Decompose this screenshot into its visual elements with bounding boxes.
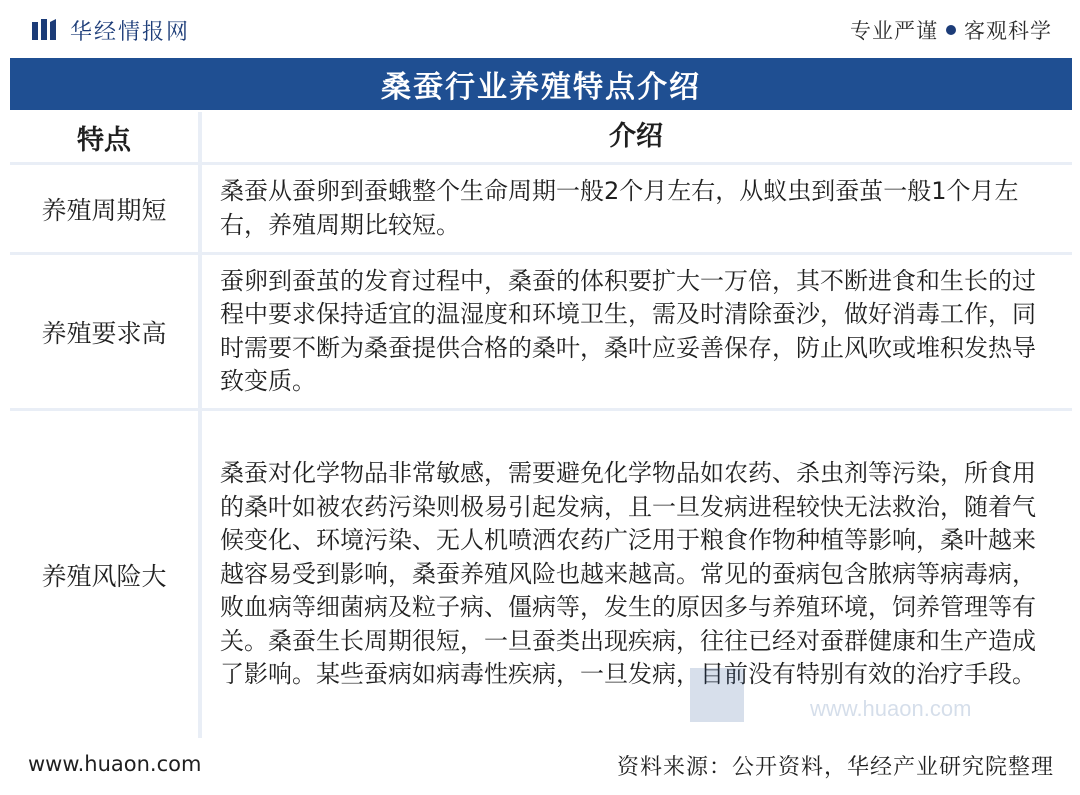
row-description: 桑蚕从蚕卵到蚕蛾整个生命周期一般2个月左右，从蚁虫到蚕茧一般1个月左右，养殖周期比较短。 — [202, 165, 1072, 252]
footer-source: 资料来源：公开资料，华经产业研究院整理 — [616, 755, 1054, 780]
dot-separator-icon — [946, 25, 956, 35]
column-header-description: 介绍 — [202, 112, 1072, 162]
column-header-feature: 特点 — [10, 112, 198, 162]
row-feature: 养殖要求高 — [10, 255, 198, 408]
row-description: 蚕卵到蚕茧的发育过程中，桑蚕的体积要扩大一万倍，其不断进食和生长的过程中要求保持适宜的温湿度和环境卫生，需及时清除蚕沙，做好消毒工作，同时需要不断为桑蚕提供合格的桑叶，桑叶应妥善保存，防止风吹或堆积发热导致变质。 — [202, 255, 1072, 408]
table-row — [10, 255, 1072, 408]
table-header-row — [10, 112, 1072, 162]
page-title: 桑蚕行业养殖特点介绍 — [381, 70, 701, 105]
slogan — [850, 14, 1052, 46]
slogan-right: 客观科学 — [964, 19, 1052, 43]
title-banner — [10, 58, 1072, 110]
brand-name: 华经情报网 — [70, 19, 191, 45]
table-row — [10, 165, 1072, 252]
table-row — [10, 411, 1072, 738]
brand-logo-icon — [30, 16, 58, 44]
brand — [30, 14, 190, 46]
row-feature: 养殖风险大 — [10, 411, 198, 738]
feature-table — [10, 112, 1072, 738]
footer-url: www.huaon.com — [28, 752, 202, 776]
row-description: 桑蚕对化学物品非常敏感，需要避免化学物品如农药、杀虫剂等污染，所食用的桑叶如被农药污染则极易引起发病，且一旦发病进程较快无法救治，随着气候变化、环境污染、无人机喷洒农药广泛用于粮食作物种植等影响，桑叶越来越容易受到影响，桑蚕养殖风险也越来越高。常见的蚕病包含脓病等病毒病，败血病等细菌病及粒子病、僵病等，发生的原因多与养殖环境，饲养管理等有关。桑蚕生长周期很短，一旦蚕类出现疾病，往往已经对蚕群健康和生产造成了影响。某些蚕病如病毒性疾病，一旦发病，目前没有特别有效的治疗手段。 — [202, 411, 1072, 738]
row-feature: 养殖周期短 — [10, 165, 198, 252]
top-bar — [0, 0, 1080, 58]
slogan-left: 专业严谨 — [850, 19, 938, 43]
footer — [0, 740, 1080, 795]
